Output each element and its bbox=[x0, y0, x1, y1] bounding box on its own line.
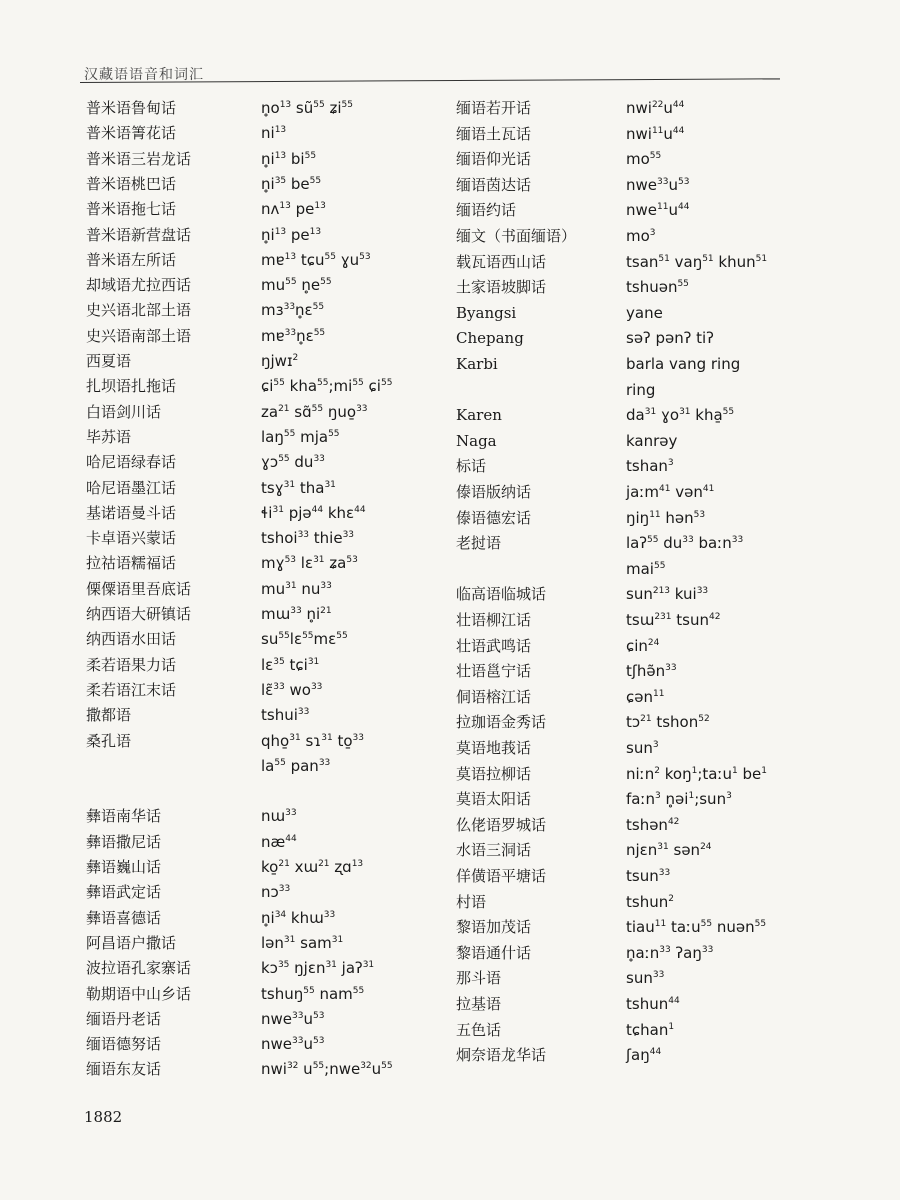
phonetic-form: $za^{21}$ sɑ̃$^{55}$ ŋuo̱$^{33}$ bbox=[261, 402, 368, 421]
phonetic-form: sun$^3$ bbox=[626, 739, 659, 757]
phonetic-form: tɔ$^{21}$ tshon$^{52}$ bbox=[626, 713, 710, 732]
phonetic-form: kɔ$^{35}$ ŋjɛn$^{31}$ jaʔ$^{31}$ bbox=[261, 959, 375, 978]
dialect-name: 史兴语南部土语 bbox=[86, 326, 192, 345]
phonetic-form: mɜ$^{33}$n̥ɛ$^{55}$ bbox=[261, 301, 325, 320]
dialect-name: 水语三洞话 bbox=[456, 841, 532, 860]
dialect-name: 缅语若开话 bbox=[456, 99, 532, 117]
dialect-name: 壮语邕宁话 bbox=[456, 662, 532, 681]
phonetic-form: $la^{55}$ pan$^{33}$ bbox=[261, 756, 331, 775]
phonetic-form: ko̱$^{21}$ xɯ$^{21}$ ʐɑ$^{13}$ bbox=[261, 858, 364, 876]
phonetic-form: laŋ$^{55}$ mja$^{55}$ bbox=[261, 427, 340, 446]
phonetic-form: $nwe^{33}u^{53}$ bbox=[261, 1009, 325, 1028]
phonetic-form: tshoi$^{33}$ thie$^{33}$ bbox=[261, 529, 355, 548]
phonetic-form: tshuən$^{55}$ bbox=[626, 278, 689, 297]
dialect-name: 纳西语水田话 bbox=[86, 630, 177, 649]
dialect-name: Karbi bbox=[456, 355, 498, 373]
phonetic-form: $n̥i^{34}$ khɯ$^{33}$ bbox=[261, 908, 336, 927]
dialect-name: 缅语东友话 bbox=[86, 1060, 162, 1079]
phonetic-form: $da^{31}$ ɣo$^{31}$ kha̱$^{55}$ bbox=[626, 406, 735, 425]
phonetic-form: nʌ$^{13}$ $pe^{13}$ bbox=[261, 200, 326, 219]
phonetic-form: tiau$^{11}$ taːu$^{55}$ nuən$^{55}$ bbox=[626, 918, 767, 937]
dialect-name: 标话 bbox=[456, 457, 487, 476]
phonetic-form: tsɯ$^{231}$ tsun$^{42}$ bbox=[626, 611, 721, 629]
dialect-name: 傣语版纳话 bbox=[456, 483, 532, 501]
dialect-name: 史兴语北部土语 bbox=[86, 301, 192, 320]
phonetic-form: lɛ̃$^{33}$ $wo^{33}$ bbox=[261, 680, 323, 699]
dialect-name: 勒期语中山乡话 bbox=[86, 984, 192, 1003]
dialect-name: 莫语拉柳话 bbox=[456, 764, 532, 783]
phonetic-form: ɕi$^{55}$ $kha^{55};mi^{55}$ ɕi$^{55}$ bbox=[261, 377, 393, 396]
dialect-name: 炯奈语龙华话 bbox=[456, 1046, 547, 1065]
dialect-name: 哈尼语墨江话 bbox=[86, 478, 177, 497]
phonetic-form: $mo^{55}$ bbox=[626, 150, 662, 169]
phonetic-form: barla vang ring bbox=[626, 355, 741, 373]
phonetic-form: $næ^{44}$ bbox=[261, 832, 297, 851]
phonetic-form: tsɣ$^{31}$ tha$^{31}$ bbox=[261, 478, 336, 497]
dialect-name: 彝语南华话 bbox=[86, 807, 162, 826]
dialect-name: 老挝语 bbox=[456, 534, 502, 553]
dialect-name: 撒都语 bbox=[86, 706, 132, 725]
dialect-name: 哈尼语绿春话 bbox=[86, 453, 177, 472]
dialect-name: 普米语鲁甸话 bbox=[86, 99, 177, 117]
phonetic-form: tshui$^{33}$ bbox=[261, 706, 310, 725]
phonetic-form: tɕhan$^1$ bbox=[626, 1020, 675, 1039]
phonetic-form: ɬi$^{31}$ pjə$^{44}$ khɛ$^{44}$ bbox=[261, 503, 366, 522]
dialect-name: 柔若语江末话 bbox=[86, 680, 177, 699]
dialect-name: 村语 bbox=[456, 892, 487, 911]
dialect-name: 普米语左所话 bbox=[86, 250, 177, 269]
dialect-name: 扎坝语扎拖话 bbox=[86, 377, 177, 396]
phonetic-form: n̥aːn$^{33}$ ʔaŋ$^{33}$ bbox=[626, 943, 714, 962]
dialect-name: 缅语仰光话 bbox=[456, 150, 532, 169]
phonetic-form: $mo^3$ bbox=[626, 227, 656, 245]
phonetic-form: tshən$^{42}$ bbox=[626, 815, 680, 834]
phonetic-form: sun$^{213}$ kui$^{33}$ bbox=[626, 585, 709, 604]
dialect-name: 基诺语曼斗话 bbox=[86, 503, 177, 522]
dialect-name: Karen bbox=[456, 406, 502, 425]
phonetic-form: $n̥i^{13}$ $bi^{55}$ bbox=[261, 149, 317, 168]
dialect-name: 纳西语大研镇话 bbox=[86, 605, 192, 623]
dialect-name: Byangsi bbox=[456, 303, 517, 322]
phonetic-form: $n̥o^{13}$ $sũ^{55}$ ʑi$^{55}$ bbox=[261, 99, 353, 117]
dialect-name: 波拉语孔家寨话 bbox=[86, 959, 192, 978]
phonetic-form: tshuŋ$^{55}$ nam$^{55}$ bbox=[261, 984, 365, 1003]
dialect-name: 白语剑川话 bbox=[86, 402, 162, 421]
phonetic-form: $mu^{55}$ $n̥e^{55}$ bbox=[261, 276, 332, 295]
phonetic-form: ɕin$^{24}$ bbox=[626, 636, 660, 655]
dialect-name: 黎语加茂话 bbox=[456, 918, 532, 937]
phonetic-form: $n̥i^{13}$ $pe^{13}$ bbox=[261, 225, 322, 244]
dialect-name: 普米语新营盘话 bbox=[86, 225, 192, 244]
phonetic-form: $nwi^{22}u^{44}$ bbox=[626, 99, 685, 117]
phonetic-form: mɣ$^{53}$ lɛ$^{31}$ ʑa$^{53}$ bbox=[261, 554, 358, 573]
phonetic-form: $nwe^{11}u^{44}$ bbox=[626, 201, 690, 220]
phonetic-form: faːn$^3$ n̥əi$^1$;sun$^3$ bbox=[626, 790, 732, 809]
dialect-name: 彝语巍山话 bbox=[86, 858, 162, 876]
dialect-name: 缅语丹老话 bbox=[86, 1009, 162, 1028]
dialect-name: Chepang bbox=[456, 329, 524, 348]
dialect-name: Naga bbox=[456, 431, 497, 450]
dialect-name: 缅语茵达话 bbox=[456, 175, 532, 194]
phonetic-form: tshun$^2$ bbox=[626, 892, 674, 911]
phonetic-form: nɔ$^{33}$ bbox=[261, 883, 291, 902]
phonetic-form: tshun$^{44}$ bbox=[626, 995, 680, 1013]
dialect-name: 缅文（书面缅语） bbox=[456, 227, 577, 245]
phonetic-form: ɣɔ$^{55}$ $du^{33}$ bbox=[261, 453, 325, 472]
page-number: 1882 bbox=[84, 1108, 123, 1126]
dialect-name: 拉基语 bbox=[456, 995, 502, 1013]
dialect-name: 土家语坡脚话 bbox=[456, 278, 547, 297]
dialect-name: 彝语武定话 bbox=[86, 883, 162, 902]
phonetic-form: $nwi^{11}u^{44}$ bbox=[626, 124, 685, 143]
phonetic-form: $ni^{13}$ bbox=[261, 124, 287, 143]
dialect-name: 那斗语 bbox=[456, 969, 502, 988]
phonetic-form: mɯ$^{33}$ $n̥i^{21}$ bbox=[261, 605, 332, 623]
phonetic-form: nɯ$^{33}$ bbox=[261, 807, 297, 826]
phonetic-form: qho̱$^{31}$ sɿ$^{31}$ to̱$^{33}$ bbox=[261, 731, 364, 750]
phonetic-form: $nwe^{33}u^{53}$ bbox=[626, 175, 690, 194]
phonetic-form: jaːm$^{41}$ vən$^{41}$ bbox=[626, 483, 715, 501]
phonetic-form: nwi$^{32}$ $u^{55};nwe^{32}u^{55}$ bbox=[261, 1060, 393, 1079]
dialect-name: 西夏语 bbox=[86, 352, 132, 370]
dialect-name: 佯僙语平塘话 bbox=[456, 867, 547, 885]
dialect-name: 缅语约话 bbox=[456, 201, 517, 220]
phonetic-form: sun$^{33}$ bbox=[626, 969, 665, 988]
phonetic-form: $nwe^{33}u^{53}$ bbox=[261, 1035, 325, 1054]
dialect-name: 却域语尤拉西话 bbox=[86, 276, 192, 295]
dialect-name: 傣语德宏话 bbox=[456, 508, 532, 527]
dialect-name: 拉珈语金秀话 bbox=[456, 713, 547, 732]
phonetic-form: $su^{55}lɛ^{55}mɛ^{55}$ bbox=[261, 630, 348, 649]
phonetic-form: lɛ$^{35}$ tɕi$^{31}$ bbox=[261, 655, 320, 674]
phonetic-form: tsun$^{33}$ bbox=[626, 867, 671, 885]
phonetic-form: ɕən$^{11}$ bbox=[626, 687, 665, 706]
phonetic-form: mɐ$^{33}$n̥ɛ$^{55}$ bbox=[261, 326, 326, 345]
phonetic-form: njɛn$^{31}$ sən$^{24}$ bbox=[626, 841, 712, 860]
dialect-name: 阿昌语户撒话 bbox=[86, 933, 177, 952]
phonetic-form: $n̥i^{35}$ $be^{55}$ bbox=[261, 174, 322, 193]
phonetic-form: $mu^{31}$ $nu^{33}$ bbox=[261, 579, 332, 598]
dialect-name: 普米语箐花话 bbox=[86, 124, 177, 143]
dialect-name: 柔若语果力话 bbox=[86, 655, 177, 674]
dialect-name: 莫语太阳话 bbox=[456, 790, 532, 809]
phonetic-form: kanrəy bbox=[626, 431, 678, 450]
phonetic-form: səʔ pənʔ tiʔ bbox=[626, 329, 714, 348]
dialect-name: 载瓦语西山话 bbox=[456, 252, 547, 271]
dialect-name: 普米语拖七话 bbox=[86, 200, 177, 219]
phonetic-form: mai$^{55}$ bbox=[626, 559, 666, 578]
phonetic-form: mɐ$^{13}$ tɕu$^{55}$ ɣu$^{53}$ bbox=[261, 250, 371, 269]
dialect-name: 缅语土瓦话 bbox=[456, 124, 532, 143]
running-header: 汉藏语语音和词汇 bbox=[84, 67, 204, 83]
dialect-name: 普米语三岩龙话 bbox=[86, 149, 192, 168]
phonetic-form: ŋiŋ$^{11}$ hən$^{53}$ bbox=[626, 508, 706, 527]
phonetic-form: ring bbox=[626, 380, 656, 399]
dialect-name: 拉祜语糯福话 bbox=[86, 554, 177, 573]
dialect-name: 壮语柳江话 bbox=[456, 611, 532, 629]
dialect-name: 缅语德努话 bbox=[86, 1035, 162, 1054]
dialect-name: 卡卓语兴蒙话 bbox=[86, 529, 177, 548]
phonetic-form: tsan$^{51}$ vaŋ$^{51}$ khun$^{51}$ bbox=[626, 252, 768, 271]
dialect-name: 桑孔语 bbox=[86, 731, 132, 750]
dialect-name: 五色话 bbox=[456, 1020, 502, 1039]
dialect-name: 黎语通什话 bbox=[456, 943, 532, 962]
dialect-name: 傈僳语里吾底话 bbox=[86, 579, 192, 598]
phonetic-form: ʃaŋ$^{44}$ bbox=[626, 1046, 662, 1065]
phonetic-form: yane bbox=[626, 303, 663, 322]
dialect-name: 临高语临城话 bbox=[456, 585, 547, 604]
dialect-name: 彝语撒尼话 bbox=[86, 832, 162, 851]
phonetic-form: ŋjwɪ$^2$ bbox=[261, 352, 299, 370]
phonetic-form: laʔ$^{55}$ $du^{33}$ baːn$^{33}$ bbox=[626, 534, 744, 553]
dialect-name: 仫佬语罗城话 bbox=[456, 815, 547, 834]
dialect-name: 莫语地莪话 bbox=[456, 739, 532, 757]
dialect-name: 毕苏语 bbox=[86, 427, 132, 446]
dialect-name: 普米语桃巴话 bbox=[86, 174, 177, 193]
phonetic-form: lən$^{31}$ sam$^{31}$ bbox=[261, 933, 344, 952]
dialect-name: 壮语武鸣话 bbox=[456, 636, 532, 655]
phonetic-form: niːn$^2$ koŋ$^1$;taːu$^1$ $be^1$ bbox=[626, 764, 768, 783]
phonetic-form: tshan$^3$ bbox=[626, 457, 674, 476]
phonetic-form: $tʃhə̃n^{33}$ bbox=[626, 662, 677, 681]
dialect-name: 侗语榕江话 bbox=[456, 687, 532, 706]
dialect-name: 彝语喜德话 bbox=[86, 908, 162, 927]
